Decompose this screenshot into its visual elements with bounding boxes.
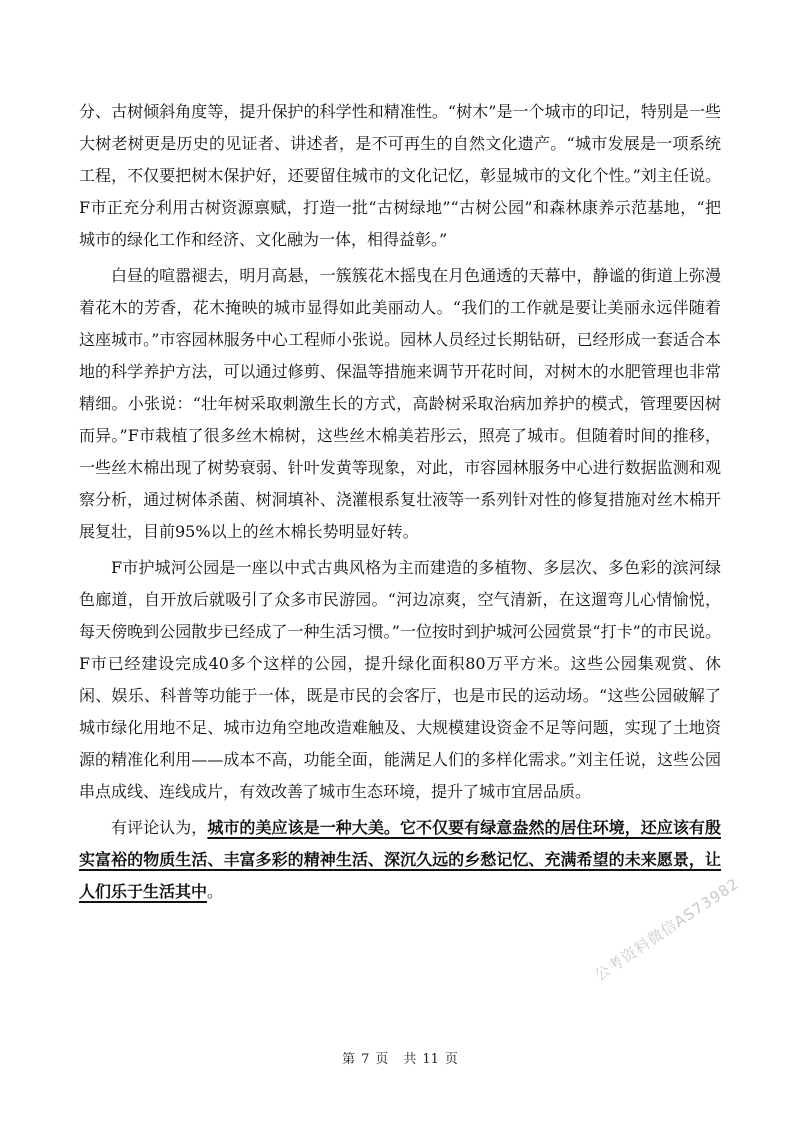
emphasized-statement: 城市的美应该是一种大美。它不仅要有绿意盎然的居住环境，还应该有殷实富裕的物质生活、丰富多彩的精神生活、深沉久远的乡愁记忆、充满希望的未来愿景，让人们乐于生活其中 [79,818,721,901]
current-page-number: 7 [361,1052,370,1067]
paragraph-4-end: 。 [207,882,224,901]
paragraph-4 [79,812,721,908]
total-unit: 页 [444,1052,458,1067]
paragraph-3: F市护城河公园是一座以中式古典风格为主而建造的多植物、多层次、多色彩的滨河绿色廊道，自开放后就吸引了众多市民游园。“河边凉爽，空气清新，在这遛弯儿心情愉悦，每天傍晚到公园散步已经成了一种生活习惯。”一位按时到护城河公园赏景“打卡”的市民说。F市已经建设完成40多个这样的公园，提升绿化面积80万平方米。这些公园集观赏、休闲、娱乐、科普等功能于一体，既是市民的会客厅，也是市民的运动场。“这些公园破解了城市绿化用地不足、城市边角空地改造难触及、大规模建设资金不足等问题，实现了土地资源的精准化利用——成本不高，功能全面，能满足人们的多样化需求。”刘主任说，这些公园串点成线、连线成片，有效改善了城市生态环境，提升了城市宜居品质。 [79,558,721,801]
paragraph-1: 分、古树倾斜角度等，提升保护的科学性和精准性。“树木”是一个城市的印记，特别是一些大树老树更是历史的见证者、讲述者，是不可再生的自然文化遗产。“城市发展是一项系统工程，不仅要把树木保护好，还要留住城市的文化记忆，彰显城市的文化个性。”刘主任说。F市正充分利用古树资源禀赋，打造一批“古树绿地”“古树公园”和森林康养示范基地，“把城市的绿化工作和经济、文化融为一体，相得益彰。” [79,102,721,249]
page-unit: 页 [375,1052,389,1067]
page-footer [0,1048,800,1067]
total-label: 共 [403,1052,417,1067]
page-label: 第 [342,1052,356,1067]
paragraph-4-lead: 有评论认为， [111,818,208,837]
total-pages-number: 11 [422,1052,439,1067]
paragraph-2: 白昼的喧嚣褪去，明月高悬，一簇簇花木摇曳在月色通透的天幕中，静谧的街道上弥漫着花木的芳香，花木掩映的城市显得如此美丽动人。“我们的工作就是要让美丽永远伴随着这座城市。”市容园林服务中心工程师小张说。园林人员经过长期钻研，已经形成一套适合本地的科学养护方法，可以通过修剪、保温等措施来调节开花时间，对树木的水肥管理也非常精细。小张说：“壮年树采取刺激生长的方式，高龄树采取治病加养护的模式，管理要因树而异。”F市栽植了很多丝木棉树，这些丝木棉美若彤云，照亮了城市。但随着时间的推移，一些丝木棉出现了树势衰弱、针叶发黄等现象，对此，市容园林服务中心进行数据监测和观察分析，通过树体杀菌、树洞填补、浇灌根系复壮液等一系列针对性的修复措施对丝木棉开展复壮，目前95%以上的丝木棉长势明显好转。 [79,266,721,541]
watermark: 公考资料微信AS73982 [591,874,743,985]
document-body [79,96,721,908]
